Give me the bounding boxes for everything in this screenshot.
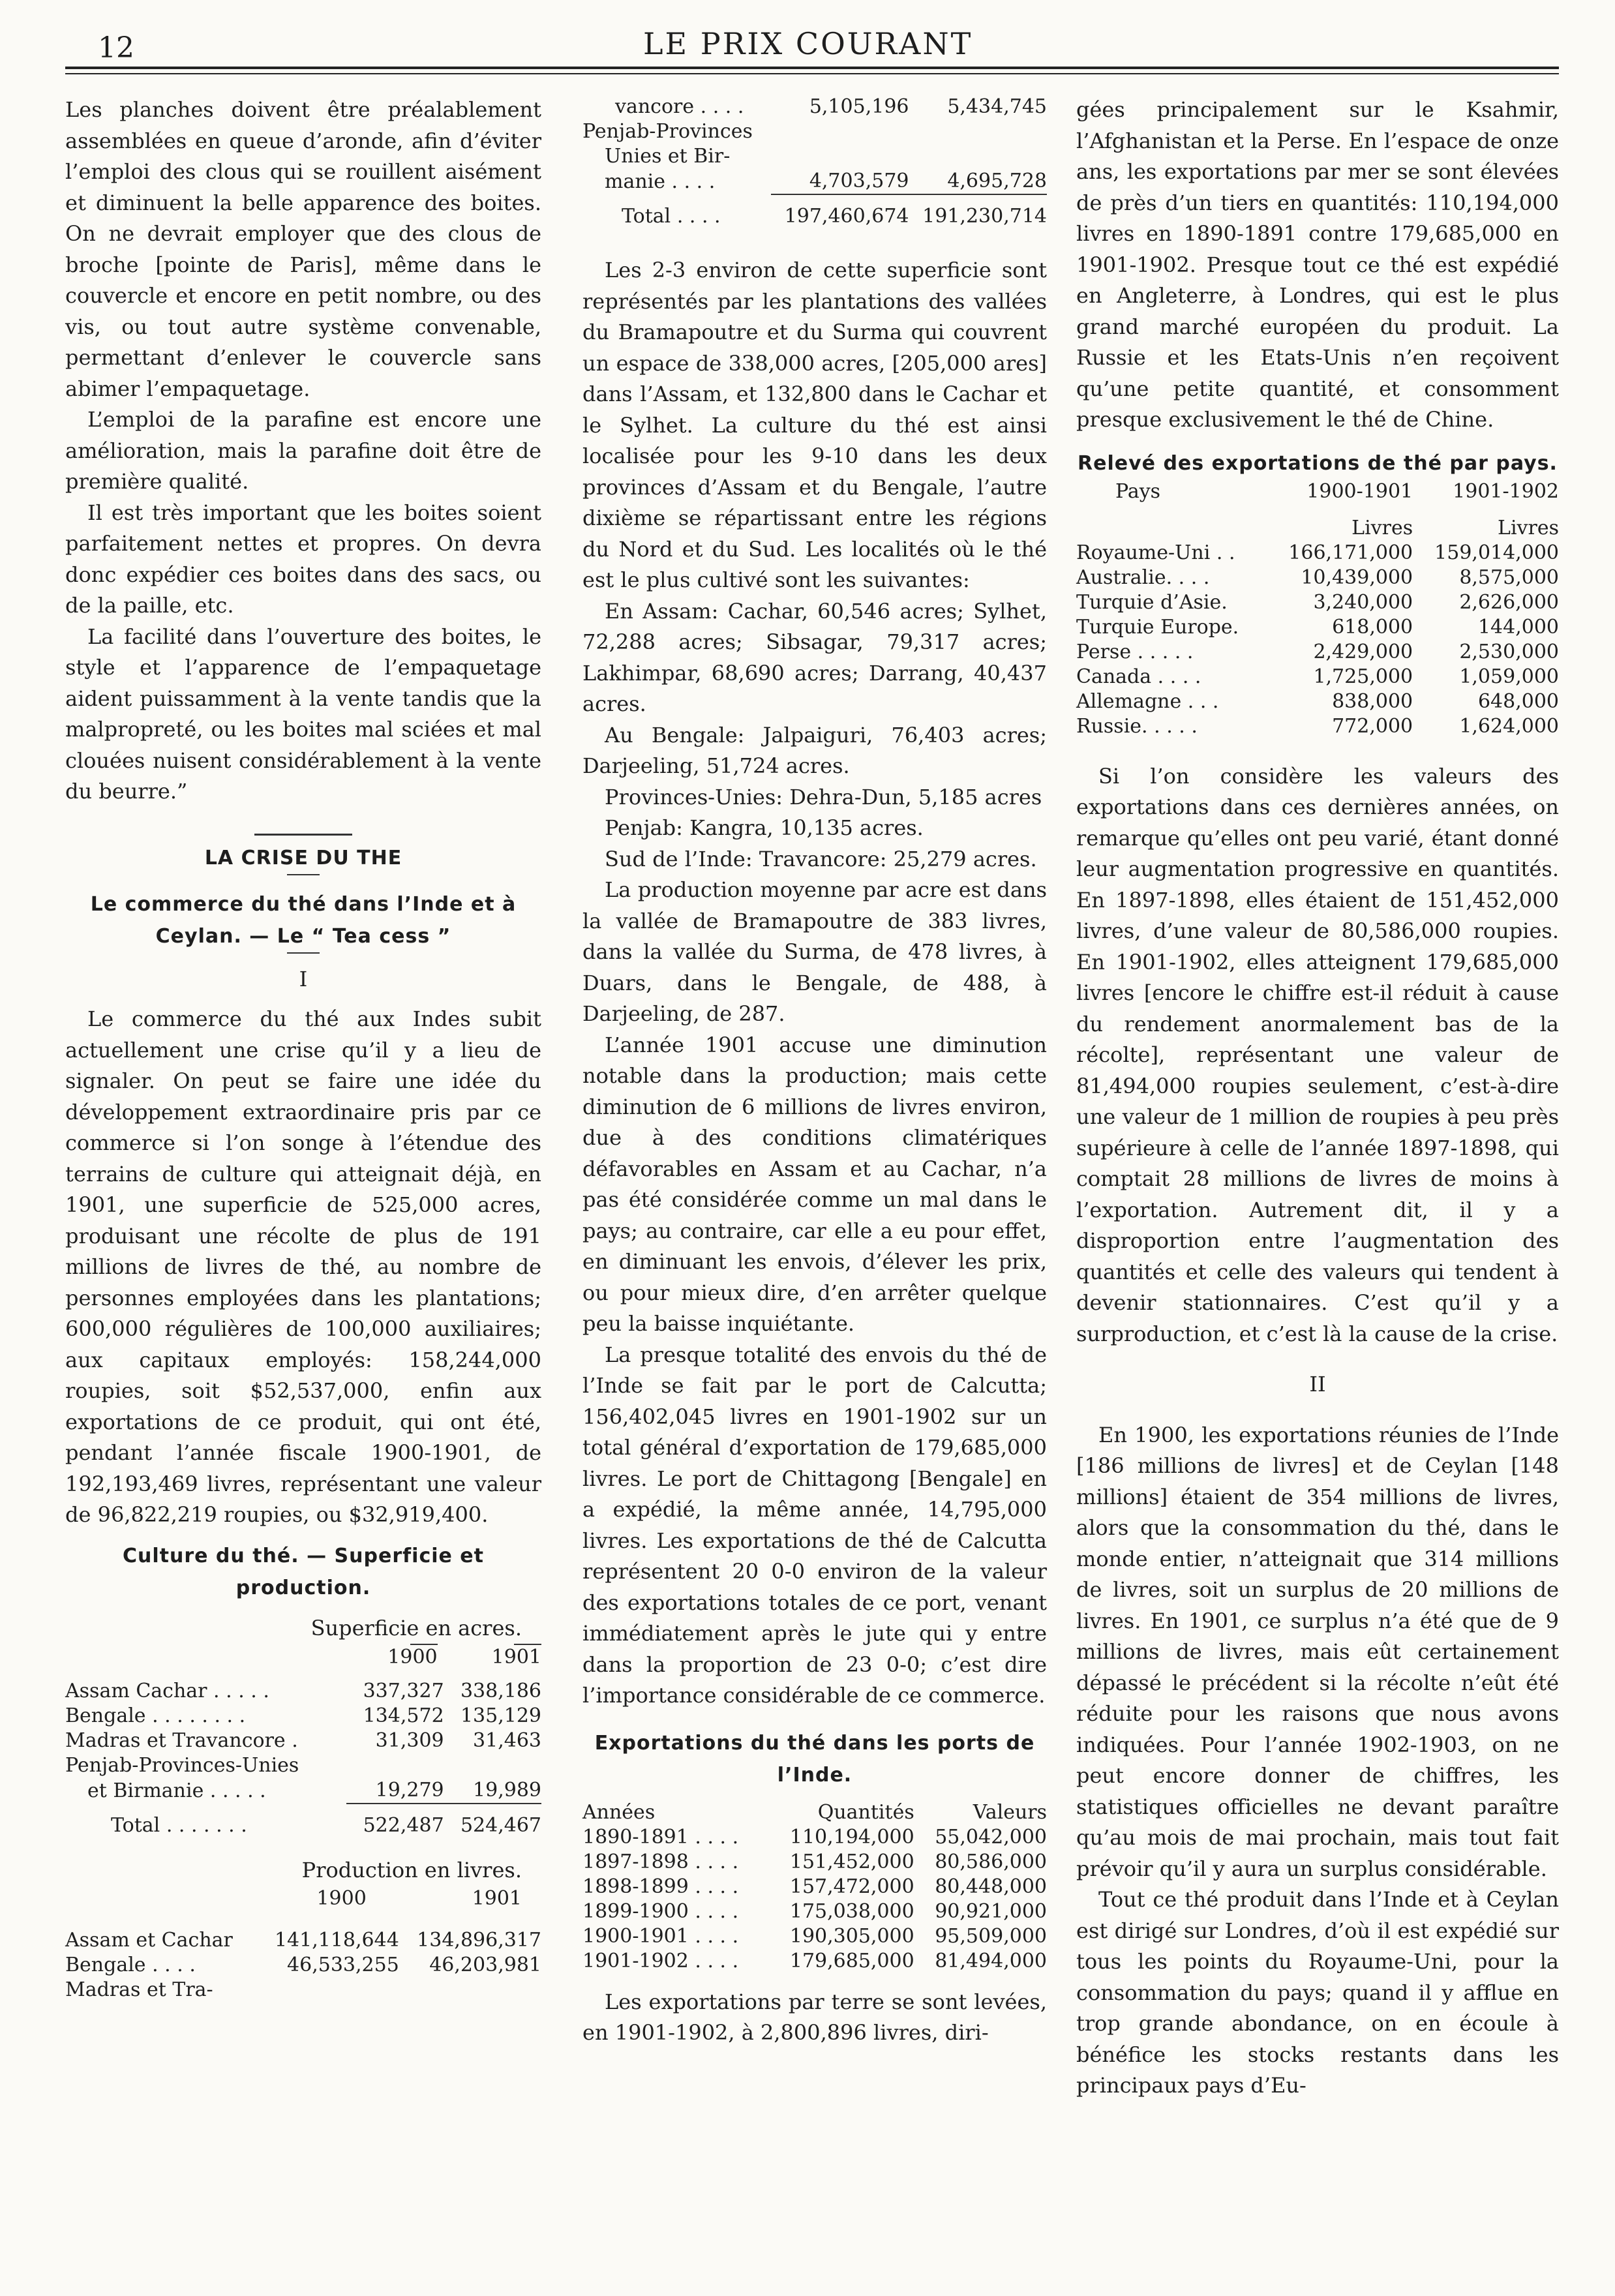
paragraph-calcutta: La presque totalité des envois du thé de l’Inde se fait par le port de Calcutta; 156,402,045 livres en 1901-1902 sur un total général d’exportation de 179,685,000 livres. Le port de Chittagong [Bengale] en a expédié, la même année, 14,795,000 livres. Les exportations de thé de Calcutta représentent 20 0-0 environ de la valeur des exportations totales de ce port, venant immédiatement après le jute qui y entre dans la proportion de 23 0-0; c’est dire l’importance considérable de ce commerce. [582, 1342, 1047, 1708]
value-1900: 4,703,579 [809, 170, 909, 192]
unit-label: Livres [1351, 516, 1413, 539]
table-row [582, 1899, 1047, 1924]
paragraph-valeurs: Si l’on considère les valeurs des exportations dans ces dernières années, on remarque qu’elles ont peu varié, étant donné leur augmentation progressive en quantités. En 1897-1898, elles étaient de 151,452,000 livres, d’une valeur de 80,586,000 roupies. En 1901-1902, elles atteignent 179,685,000 livres [encore le chiffre est-il réduit à cause du rendement anormalement bas de la récolte], représentant une valeur de 81,494,000 roupies seulement, c’est-à-dire une valeur de 1 million de roupies à peu près supérieure à celle de l’année 1897-1898, qui comptait 28 millions de livres de moins à l’exportation. Autrement dit, il y a disproportion entre l’augmentation des quantités et celle des valeurs qui tendent à devenir stationnaires. C’est qu’il y a surproduction, et c’est là la cause de la crise. [1076, 763, 1559, 1346]
value-1900: 141,118,644 [274, 1928, 399, 1952]
total-1900: 522,487 [346, 1804, 444, 1838]
table-row [65, 1679, 541, 1704]
header-quantites: Quantités [817, 1800, 914, 1824]
value-cell: 10,439,000 [1301, 566, 1413, 589]
column-2 [582, 95, 1047, 2049]
year-header: 1900 [316, 1886, 367, 1910]
table-row [65, 1953, 541, 1978]
row-label: Assam Cachar . . . . . [65, 1680, 269, 1702]
row-label: et Birmanie . . . . . [87, 1779, 266, 1802]
table-row [1076, 689, 1559, 714]
row-label: Bengale . . . . [65, 1953, 196, 1976]
value-cell: 2,626,000 [1459, 590, 1559, 614]
paragraph-londres: Tout ce thé produit dans l’Inde et à Ceylan est dirigé sur Londres, d’où il est expédié sur tous les points du Royaume-Uni, pour la consommation du pays; quand il y afflue en trop grande abondance, on en écoule à bénéfice les stocks restants dans les principaux pays d’Eu- [1076, 1887, 1559, 2098]
value-1901: 19,989 [473, 1779, 541, 1802]
table-header-row [65, 1644, 541, 1670]
total-1900: 197,460,674 [771, 194, 909, 229]
article-title: LA CRISE DU THE [204, 846, 402, 869]
table-row [582, 95, 1047, 119]
value-1901: 338,186 [460, 1680, 541, 1702]
table-row [582, 1825, 1047, 1850]
value-1901 [444, 1753, 541, 1778]
value-1901: 134,896,317 [417, 1928, 541, 1952]
table-row [65, 1729, 541, 1753]
table-row [582, 169, 1047, 194]
paragraph-penjab: Penjab: Kangra, 10,135 acres. [605, 815, 924, 840]
header-valeurs: Valeurs [973, 1800, 1047, 1824]
year-cell: 1890-1891 . . . . [582, 1825, 739, 1849]
paragraph-bengale: Au Bengale: Jalpaiguri, 76,403 acres; Darjeeling, 51,724 acres. [582, 722, 1047, 778]
table-row [582, 1875, 1047, 1899]
table-row [582, 144, 1047, 169]
total-row [65, 1804, 541, 1838]
table-row [1076, 665, 1559, 689]
row-label: Penjab-Provinces-Unies [65, 1754, 299, 1777]
value-1901: 46,203,981 [429, 1953, 541, 1976]
country-cell: Turquie Europe. [1076, 615, 1239, 639]
table-row [582, 119, 1047, 144]
country-cell: Royaume-Uni . . [1076, 541, 1235, 564]
value-cell: 1,624,000 [1459, 714, 1559, 738]
value-1900: 46,533,255 [287, 1953, 399, 1976]
subtitle-dash [287, 952, 320, 954]
value-cell: 618,000 [1332, 615, 1413, 639]
value-cell: 80,586,000 [935, 1850, 1047, 1873]
table-row [65, 1778, 541, 1804]
quantity-cell: 157,472,000 [789, 1875, 914, 1898]
value-cell: 772,000 [1332, 714, 1413, 738]
value-cell: 166,171,000 [1288, 541, 1413, 564]
value-1901: 135,129 [460, 1704, 541, 1727]
value-1901: 4,695,728 [947, 170, 1047, 192]
value-cell: 144,000 [1477, 615, 1559, 639]
paragraph-terre: Les exportations par terre se sont levées, en 1901-1902, à 2,800,896 livres, diri- [582, 1989, 1047, 2045]
value-1900: 134,572 [363, 1704, 444, 1727]
value-1900: 5,105,196 [809, 95, 909, 118]
value-cell: 2,429,000 [1313, 640, 1413, 663]
country-cell: Allemagne . . . [1076, 689, 1219, 713]
quantity-cell: 110,194,000 [789, 1825, 914, 1849]
year-cell: 1898-1899 . . . . [582, 1875, 739, 1898]
row-label: Bengale . . . . . . . . [65, 1704, 246, 1727]
total-row [582, 194, 1047, 229]
country-cell: Australie. . . . [1076, 566, 1210, 589]
unit-label: Livres [1498, 516, 1559, 539]
table-row [582, 1924, 1047, 1949]
paragraph-parafine: L’emploi de la parafine est encore une amélioration, mais la parafine doit être de première qualité. [65, 407, 541, 494]
table-row [65, 1928, 541, 1953]
production-caption: Production en livres. [301, 1858, 522, 1882]
value-cell: 3,240,000 [1313, 590, 1413, 614]
column-1 [65, 95, 541, 2002]
paragraph-sud: Sud de l’Inde: Travancore: 25,279 acres. [605, 846, 1037, 871]
value-1900: 337,327 [363, 1680, 444, 1702]
table-header-row [1076, 479, 1559, 504]
paragraph-dirigees: gées principalement sur le Ksahmir, l’Afghanistan et la Perse. En l’espace de onze ans, les exportations par mer se sont élevées de près d’un tiers en quantités: 110,194,000 livres en 1890-1891 contre 179,685,000 en 1901-1902. Presque tout ce thé est expédié en Angleterre, à Londres, qui est le plus grand marché européen du produit. La Russie et les Etats-Unis n’en reçoivent qu’une petite quantité, et consomment presque exclusivement le thé de Chine. [1076, 97, 1559, 432]
paragraph-vallees: Les 2-3 environ de cette superficie sont représentés par les plantations des vallées du Bramapoutre et du Surma qui couvrent un espace de 338,000 acres, [205,000 ares] dans l’Assam, et 132,800 dans le Cachar et le Sylhet. La culture du thé est ainsi localisée pour les 9-10 dans les deux provinces d’Assam et du Bengale, l’autre dixième se répartissant entre les régions du Nord et du Sud. Les localités où le thé est le plus cultivé sont les suivantes: [582, 258, 1047, 592]
value-cell: 8,575,000 [1459, 566, 1559, 589]
table-row [582, 1850, 1047, 1875]
value-cell: 90,921,000 [935, 1899, 1047, 1923]
paragraph-1901: L’année 1901 accuse une diminution notable dans la production; mais cette diminution de 6 millions de livres environ, due à des conditions climatériques défavorables en Assam et au Cachar, n’a pas été considérée comme un mal dans le pays; au contraire, car elle a eu pour effet, en diminuant les envois, d’élever les prix, ou pour mieux dire, d’en arrêter quelque peu la baisse inquiétante. [582, 1032, 1047, 1336]
paragraph-crise: Le commerce du thé aux Indes subit actuellement une crise qu’il y a lieu de signaler. On peut se faire une idée du développement extraordinaire pris par ce commerce si l’on songe à l’étendue des terrains de culture qui atteignait déjà, en 1901, une superficie de 525,000 acres, produisant une récolte de plus de 191 millions de livres de thé, au nombre de personnes employées dans les plantations; 600,000 régulières de 100,000 auxiliaires; aux capitaux employés: 158,244,000 roupies, soit $52,537,000, enfin aux exportations de ce produit, qui ont été, pendant l’année fiscale 1900-1901, de 192,193,469 livres, représentant une valeur de 96,822,219 roupies, ou $32,919,400. [65, 1006, 541, 1527]
paragraph-planches: Les planches doivent être préalablement assemblées en queue d’aronde, afin d’éviter l’emploi des clous qui se rouillent aisément et diminuent la belle apparence des boites. On ne devrait employer que des clous de broche [pointe de Paris], même dans le couvercle et encore en petit nombre, ou des vis, ou tout autre système convenable, permettant d’enlever le couvercle sans abimer l’empaquetage. [65, 97, 541, 401]
table-row [1076, 714, 1559, 739]
unit-row [1076, 504, 1559, 541]
title-dash [287, 874, 320, 875]
row-label: Assam et Cachar [65, 1928, 233, 1952]
superficie-caption: Superficie en acres. [310, 1615, 522, 1640]
value-1901: 31,463 [473, 1729, 541, 1752]
page-number: 12 [98, 31, 134, 65]
superficie-table [65, 1644, 541, 1838]
journal-title: LE PRIX COURANT [643, 26, 973, 61]
value-cell: 55,042,000 [935, 1825, 1047, 1849]
releve-table [1076, 479, 1559, 739]
paragraph-1900: En 1900, les exportations réunies de l’Inde [186 millions de livres] et de Ceylan [148 millions] étaient de 354 millions de livres, alors que la consommation du thé, dans le monde entier, n’atteignait que 314 millions de livres, soit un surplus de 20 millions de livres. En 1901, ce surplus n’a été que de 9 millions de livres, mais eût certainement dépassé le précédent si la récolte n’eût été réduite pour les raisons que nous avons indiquées. Pour l’année 1902-1903, on ne peut encore donner de chiffres, les statistiques officielles ne devant paraître qu’au mois de mai prochain, mais tout fait prévoir qu’il y aura un surplus considérable. [1076, 1422, 1559, 1881]
value-cell: 838,000 [1332, 689, 1413, 713]
quantity-cell: 151,452,000 [789, 1850, 914, 1873]
paragraph-propres: Il est très important que les boites soient parfaitement nettes et propres. On devra donc expédier ces boites dans des sacs, ou de la paille, etc. [65, 500, 541, 618]
section-numeral-2: II [1309, 1372, 1326, 1397]
exports-table [582, 1800, 1047, 1974]
article-subtitle: Le commerce du thé dans l’Inde et à Ceylan. — Le “ Tea cess ” [90, 892, 517, 948]
country-cell: Turquie d’Asie. [1076, 590, 1228, 614]
value-cell: 1,059,000 [1459, 665, 1559, 688]
table-row [1076, 541, 1559, 566]
table-row [1076, 615, 1559, 640]
total-1901: 524,467 [444, 1804, 541, 1838]
value-1900: 19,279 [375, 1779, 444, 1802]
row-label: Madras et Tra- [65, 1978, 213, 2001]
production-table-continued [582, 95, 1047, 229]
value-cell: 648,000 [1477, 689, 1559, 713]
year-cell: 1897-1898 . . . . [582, 1850, 739, 1873]
total-1901: 191,230,714 [909, 194, 1048, 229]
table-row [65, 1753, 541, 1778]
value-cell: 95,509,000 [935, 1924, 1047, 1948]
table-row [1076, 640, 1559, 665]
row-label: vancore . . . . [615, 95, 744, 118]
article-separator [254, 834, 352, 836]
year-cell: 1899-1900 . . . . [582, 1899, 739, 1923]
year-cell: 1900-1901 . . . . [582, 1924, 739, 1948]
country-cell: Canada . . . . [1076, 665, 1201, 688]
value-cell: 159,014,000 [1434, 541, 1559, 564]
culture-heading: Culture du thé. — Superficie et production. [122, 1544, 484, 1599]
header-rule [65, 67, 1559, 74]
row-label: Madras et Travancore . [65, 1729, 298, 1752]
value-cell: 81,494,000 [935, 1949, 1047, 1972]
value-cell: 80,448,000 [935, 1875, 1047, 1898]
paragraph-assam: En Assam: Cachar, 60,546 acres; Sylhet, 72,288 acres; Sibsagar, 79,317 acres; Lakhimpar, 68,690 acres; Darrang, 40,437 acres. [582, 598, 1047, 716]
total-label: Total . . . . [622, 205, 721, 228]
section-numeral-1: I [299, 966, 308, 991]
value-1900 [346, 1753, 444, 1778]
table-row [582, 1949, 1047, 1974]
table-row [1076, 566, 1559, 590]
quantity-cell: 190,305,000 [789, 1924, 914, 1948]
value-1901: 5,434,745 [947, 95, 1047, 118]
row-label: manie . . . . [605, 170, 716, 193]
country-cell: Russie. . . . . [1076, 714, 1198, 738]
header-1900-1901: 1900-1901 [1306, 479, 1413, 503]
row-label: Unies et Bir- [605, 145, 731, 168]
header-1901-1902: 1901-1902 [1453, 479, 1559, 503]
table-header-row [65, 1886, 541, 1911]
total-label: Total . . . . . . . [111, 1814, 247, 1837]
country-cell: Perse . . . . . [1076, 640, 1194, 663]
production-table [65, 1886, 541, 2002]
year-cell: 1901-1902 . . . . [582, 1949, 739, 1972]
releve-heading: Relevé des exportations de thé par pays. [1078, 451, 1558, 475]
quantity-cell: 175,038,000 [789, 1899, 914, 1923]
value-cell: 2,530,000 [1459, 640, 1559, 663]
table-row [65, 1978, 541, 2002]
year-header: 1901 [491, 1646, 541, 1669]
paragraph-facilite: La facilité dans l’ouverture des boites, le style et l’apparence de l’empaquetage aident puissamment à la vente tandis que la malpropreté, ou les boites mal sciées et mal clouées nuisent considérablement à la vente du beurre.” [65, 624, 541, 804]
year-header: 1900 [387, 1646, 438, 1669]
export-heading: Exportations du thé dans les ports de l’Inde. [594, 1731, 1035, 1787]
row-label: Penjab-Provinces [582, 120, 753, 143]
quantity-cell: 179,685,000 [789, 1949, 914, 1972]
table-row [1076, 590, 1559, 615]
paragraph-provinces: Provinces-Unies: Dehra-Dun, 5,185 acres [605, 784, 1042, 809]
value-1900: 31,309 [375, 1729, 444, 1752]
header-pays: Pays [1115, 479, 1161, 503]
table-row [65, 1704, 541, 1729]
header-annees: Années [582, 1800, 656, 1824]
year-header: 1901 [472, 1886, 522, 1910]
table-header-row [582, 1800, 1047, 1825]
value-cell: 1,725,000 [1313, 665, 1413, 688]
paragraph-moyenne: La production moyenne par acre est dans la vallée de Bramapoutre de 383 livres, dans la vallée du Surma, de 478 livres, à Duars, dans le Bengale, de 488, à Darjeeling, de 287. [582, 877, 1047, 1026]
column-3 [1076, 95, 1559, 2102]
